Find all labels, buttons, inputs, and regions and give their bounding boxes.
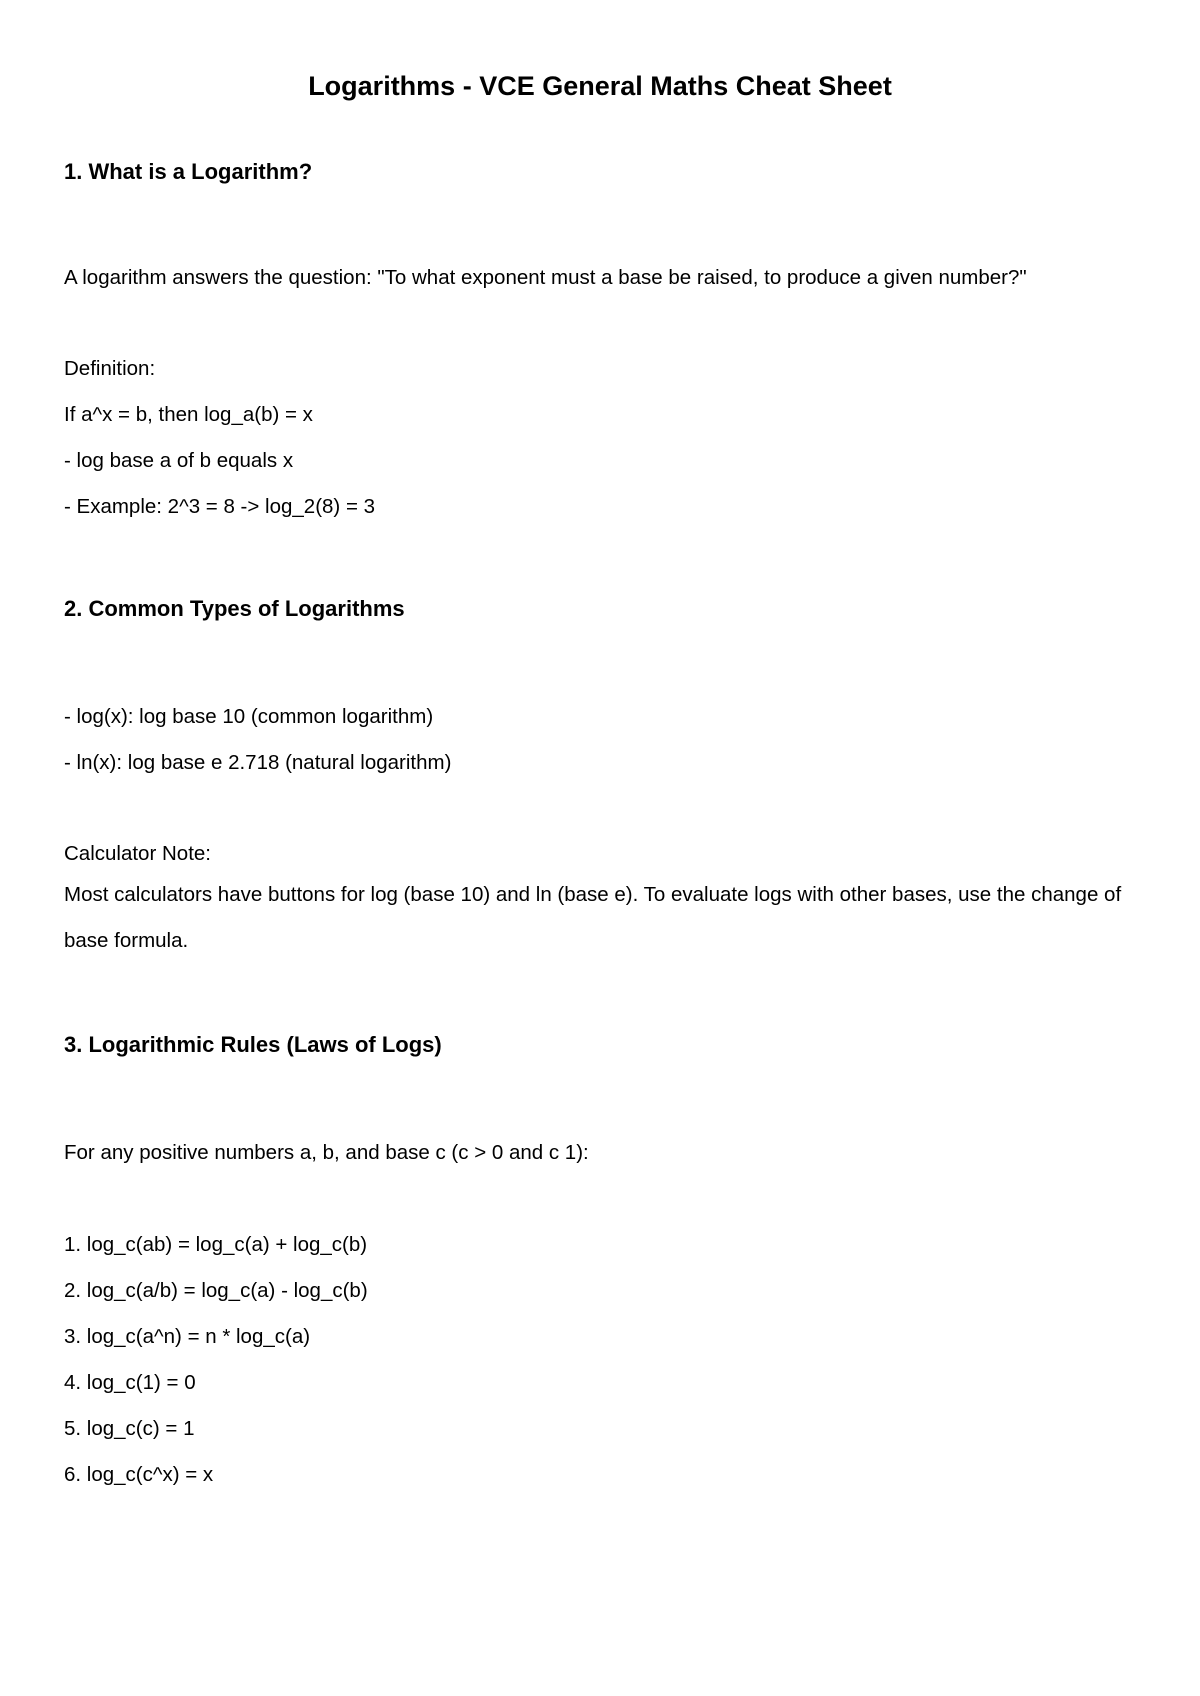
log-rule-item: 6. log_c(c^x) = x (64, 1463, 214, 1486)
document-title: Logarithms - VCE General Maths Cheat Sheet (308, 71, 892, 101)
log-rule-item: 4. log_c(1) = 0 (64, 1371, 196, 1394)
log-type-item: - log(x): log base 10 (common logarithm) (64, 705, 434, 728)
log-type-item: - ln(x): log base e 2.718 (natural logarithm) (64, 751, 452, 774)
section-1-intro: A logarithm answers the question: "To what exponent must a base be raised, to produce a given number?" (64, 266, 1027, 289)
calculator-note-text: Most calculators have buttons for log (base 10) and ln (base e). To evaluate logs with other bases, use the change of base formula. (64, 883, 1122, 952)
section-3-intro: For any positive numbers a, b, and base c (c > 0 and c 1): (64, 1141, 589, 1164)
definition-example: - Example: 2^3 = 8 -> log_2(8) = 3 (64, 495, 376, 518)
log-rule-item: 2. log_c(a/b) = log_c(a) - log_c(b) (64, 1279, 368, 1302)
definition-line: If a^x = b, then log_a(b) = x (64, 403, 313, 426)
section-3-heading: 3. Logarithmic Rules (Laws of Logs) (64, 1032, 442, 1057)
section-2-heading: 2. Common Types of Logarithms (64, 596, 405, 621)
log-rule-item: 3. log_c(a^n) = n * log_c(a) (64, 1325, 311, 1348)
log-rule-item: 1. log_c(ab) = log_c(a) + log_c(b) (64, 1233, 368, 1256)
section-1-heading: 1. What is a Logarithm? (64, 159, 313, 184)
definition-label: Definition: (64, 357, 156, 380)
calculator-note-label: Calculator Note: (64, 842, 211, 865)
log-rule-item: 5. log_c(c) = 1 (64, 1417, 195, 1440)
definition-line: - log base a of b equals x (64, 449, 294, 472)
